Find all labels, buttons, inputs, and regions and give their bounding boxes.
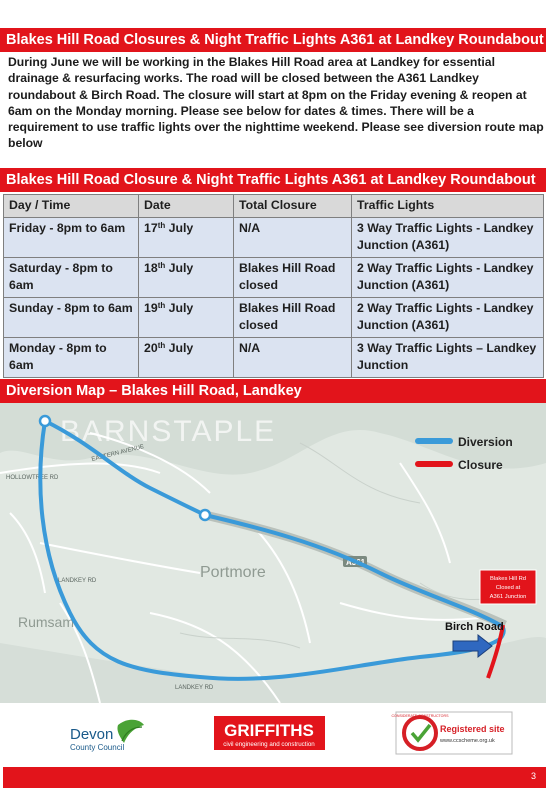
date-day: 19: [144, 301, 158, 315]
griffiths-logo: [214, 716, 325, 750]
route-node: [200, 510, 210, 520]
road-label-landkey-1: LANDKEY RD: [58, 578, 97, 584]
schedule-banner: [0, 168, 546, 192]
page-number: 3: [530, 771, 536, 781]
cell-closure: Blakes Hill Road closed: [234, 258, 352, 298]
road-label-hollowtree: HOLLOWTREE RD: [6, 475, 59, 481]
header-closure: Total Closure: [234, 195, 352, 218]
table-header-row: [4, 195, 544, 218]
road-label-landkey-2: LANDKEY RD: [175, 685, 214, 691]
cell-date: [139, 218, 234, 258]
callout-line: Closed at: [495, 585, 521, 591]
ccs-ring-text: CONSIDERATE CONSTRUCTORS: [391, 714, 449, 718]
cell-closure: N/A: [234, 218, 352, 258]
schedule-table: [3, 194, 544, 378]
map-banner-text: Diversion Map – Blakes Hill Road, Landkey: [6, 383, 302, 399]
map-banner: [0, 379, 546, 403]
road-label-eastern-avenue: EASTERN AVENUE: [91, 444, 145, 463]
cell-day: Friday - 8pm to 6am: [4, 218, 139, 258]
date-suffix: th: [157, 301, 166, 310]
ccs-logo: [392, 712, 512, 754]
devon-leaf-icon: [117, 720, 144, 743]
callout-line: Blakes Hill Rd: [489, 576, 527, 582]
cell-date: [139, 298, 234, 338]
devon-name: Devon: [70, 726, 114, 743]
footer-bar: [3, 767, 546, 788]
ccs-ring-icon: [404, 717, 436, 749]
date-day: 20: [144, 341, 158, 355]
table-row: [4, 258, 544, 298]
table-row: [4, 218, 544, 258]
callout-line: A361 Junction: [489, 594, 527, 600]
cell-lights: 2 Way Traffic Lights - Landkey Junction (A361): [352, 298, 544, 338]
place-barnstaple: BARNSTAPLE: [60, 415, 277, 448]
header-lights: Traffic Lights: [352, 195, 544, 218]
logo-strip: [0, 703, 546, 765]
cell-day: Saturday - 8pm to 6am: [4, 258, 139, 298]
route-node: [40, 416, 50, 426]
header-date: Date: [139, 195, 234, 218]
date-suffix: th: [157, 261, 166, 270]
cell-lights: 3 Way Traffic Lights – Landkey Junction: [352, 338, 544, 378]
intro-paragraph: During June we will be working in the Blakes Hill Road area at Landkey for essential drainage & resurfacing works. The road will be closed between the A361 Landkey roundabout & Birch Road. The closure will start at 8pm on the Friday evening & reopen at 6am on the Monday morning. Please see below for dates & times. There will be a requirement to use traffic lights over the nighttime weekend. Please see diversion route map below: [8, 55, 544, 151]
ccs-url: www.ccscheme.org.uk: [440, 738, 495, 744]
map-graphic: [0, 403, 546, 703]
cell-date: [139, 338, 234, 378]
header-day: Day / Time: [4, 195, 139, 218]
devon-logo: [70, 720, 144, 752]
table-row: [4, 298, 544, 338]
title-banner-text: Blakes Hill Road Closures & Night Traffic Lights A361 at Landkey Roundabout: [6, 32, 544, 48]
cell-lights: 3 Way Traffic Lights - Landkey Junction (A361): [352, 218, 544, 258]
cell-day: Monday - 8pm to 6am: [4, 338, 139, 378]
cell-lights: 2 Way Traffic Lights - Landkey Junction (A361): [352, 258, 544, 298]
table-row: [4, 338, 544, 378]
ccs-title: Registered site: [440, 724, 505, 734]
place-rumsam: Rumsam: [18, 614, 75, 630]
date-month: July: [165, 341, 194, 355]
date-month: July: [165, 301, 194, 315]
devon-subtitle: County Council: [70, 743, 125, 752]
griffiths-name: GRIFFITHS: [224, 721, 314, 740]
date-day: 17: [144, 221, 158, 235]
road-label-a361: A361: [346, 558, 366, 567]
date-month: July: [165, 261, 194, 275]
cell-date: [139, 258, 234, 298]
date-suffix: th: [157, 221, 166, 230]
date-day: 18: [144, 261, 158, 275]
logos-graphic: [0, 703, 546, 765]
title-banner: [0, 28, 546, 52]
griffiths-subtitle: civil engineering and construction: [223, 741, 315, 748]
birch-road-label: Birch Road: [445, 621, 504, 633]
diversion-map: [0, 403, 546, 703]
date-suffix: th: [157, 341, 166, 350]
cell-day: Sunday - 8pm to 6am: [4, 298, 139, 338]
cell-closure: Blakes Hill Road closed: [234, 298, 352, 338]
cell-closure: N/A: [234, 338, 352, 378]
place-portmore: Portmore: [200, 564, 266, 581]
schedule-banner-text: Blakes Hill Road Closure & Night Traffic Lights A361 at Landkey Roundabout: [6, 172, 536, 188]
date-month: July: [165, 221, 194, 235]
legend-closure-label: Closure: [458, 458, 503, 472]
legend-diversion-label: Diversion: [458, 435, 513, 449]
